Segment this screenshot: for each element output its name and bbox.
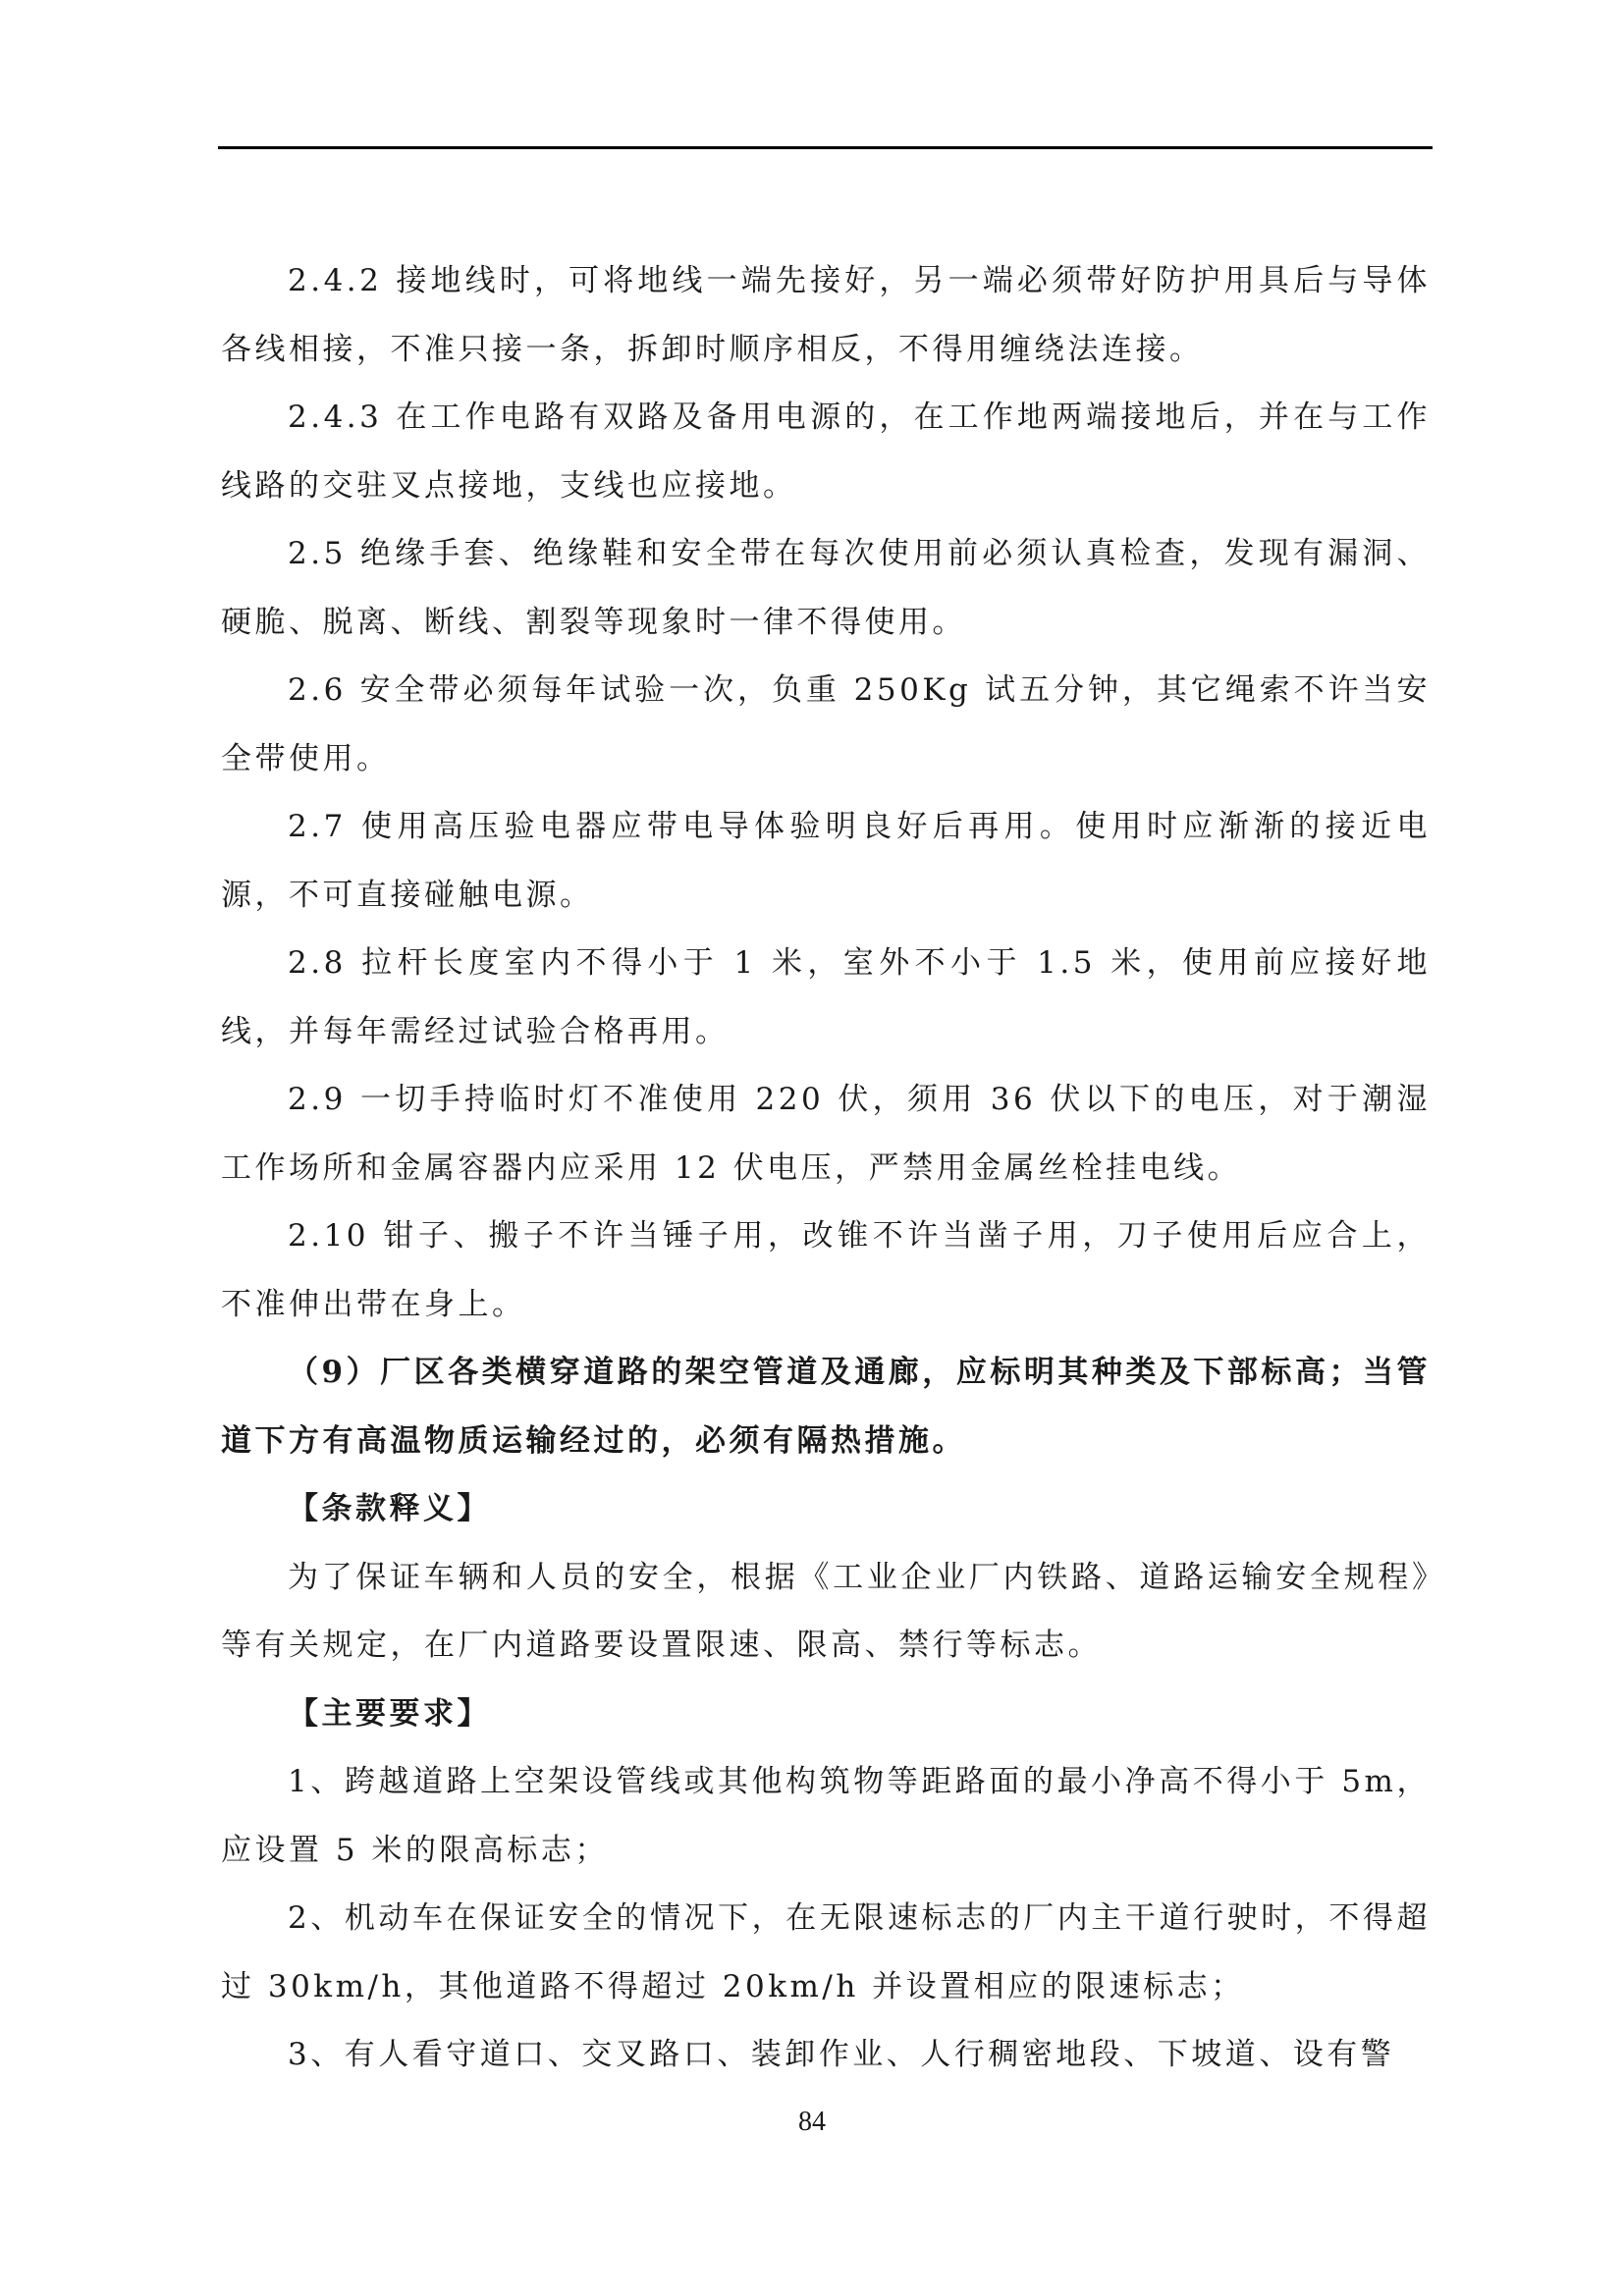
header-rule: [218, 146, 1433, 149]
interpretation-text: 为了保证车辆和人员的安全，根据《工业企业厂内铁路、道路运输安全规程》等有关规定，在厂内道路要设置限速、限高、禁行等标志。: [221, 1559, 1431, 1663]
interpretation-heading: 【条款释义】: [288, 1491, 491, 1526]
paragraph-2-4-2: 2.4.2 接地线时，可将地线一端先接好，另一端必须带好防护用具后与导体各线相接，不准只接一条，拆卸时顺序相反，不得用缠绕法连接。: [221, 263, 1431, 367]
requirements-heading: 【主要要求】: [288, 1695, 491, 1732]
paragraph-2-5: 2.5 绝缘手套、绝缘鞋和安全带在每次使用前必须认真检查，发现有漏洞、硬脆、脱离、断线、割裂等现象时一律不得使用。: [221, 536, 1431, 640]
paragraph-2-8: 2.8 拉杆长度室内不得小于 1 米，室外不小于 1.5 米，使用前应接好地线，并每年需经过试验合格再用。: [221, 945, 1431, 1049]
paragraph-2-4-3: 2.4.3 在工作电路有双路及备用电源的，在工作地两端接地后，并在与工作线路的交驻叉点接地，支线也应接地。: [221, 400, 1431, 504]
requirement-item-1: 1、跨越道路上空架设管线或其他构筑物等距路面的最小净高不得小于 5m，应设置 5 米的限高标志；: [221, 1764, 1431, 1868]
paragraph-2-10: 2.10 钳子、搬子不许当锤子用，改锥不许当凿子用，刀子使用后应合上，不准伸出带在身上。: [221, 1218, 1431, 1322]
paragraph-2-7: 2.7 使用高压验电器应带电导体验明良好后再用。使用时应渐渐的接近电源，不可直接碰触电源。: [221, 809, 1431, 913]
requirement-item-2: 2、机动车在保证安全的情况下，在无限速标志的厂内主干道行驶时，不得超过 30km/h，其他道路不得超过 20km/h 并设置相应的限速标志；: [221, 1900, 1431, 2004]
paragraph-2-6: 2.6 安全带必须每年试验一次，负重 250Kg 试五分钟，其它绳索不许当安全带使用。: [221, 672, 1431, 776]
clause-9: （9）厂区各类横穿道路的架空管道及通廊，应标明其种类及下部标高；当管道下方有高温物质运输经过的，必须有隔热措施。: [221, 1355, 1431, 1459]
requirement-item-3: 3、有人看守道口、交叉路口、装卸作业、人行稠密地段、下坡道、设有警: [288, 2037, 1395, 2072]
paragraph-2-9: 2.9 一切手持临时灯不准使用 220 伏，须用 36 伏以下的电压，对于潮湿工作场所和金属容器内应采用 12 伏电压，严禁用金属丝栓挂电线。: [221, 1082, 1431, 1186]
page-body: [221, 247, 1431, 2090]
page-number: 84: [798, 2107, 826, 2137]
